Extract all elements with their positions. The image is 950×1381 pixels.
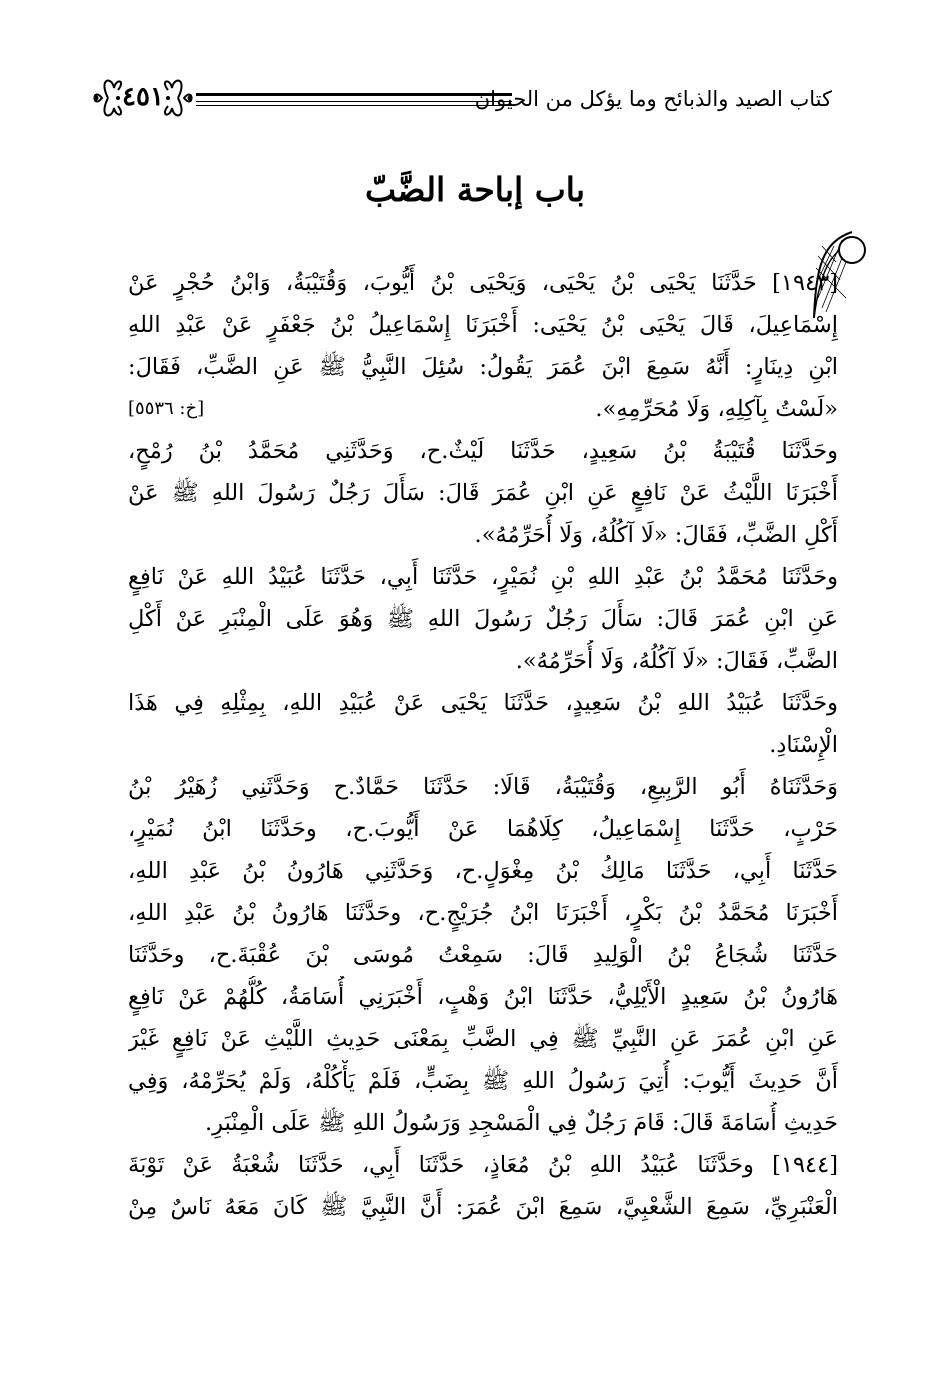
text-line: أَخْبَرَنَا اللَّيْثُ عَنْ نَافِعٍ عَنِ ابْنِ عُمَرَ قَالَ: سَأَلَ رَجُلٌ رَسُولَ اللهِ ﷺ عَنْ: [128, 480, 838, 506]
chapter-title: باب إباحة الضَّبّ: [364, 170, 586, 209]
text-line: وحَدَّثَنَا عُبَيْدُ اللهِ بْنُ سَعِيدٍ، حَدَّثَنَا يَحْيَى عَنْ عُبَيْدِ اللهِ، بِمِثْلِهِ فِي هَذَا: [128, 690, 838, 716]
text-line: عَنِ ابْنِ عُمَرَ عَنِ النَّبِيِّ ﷺ فِي الضَّبِّ بِمَعْنَى حَدِيثِ اللَّيْثِ عَنْ نَافِعٍ غَيْرَ: [128, 1026, 838, 1052]
text-line: «لَسْتُ بِآكِلِهِ، وَلَا مُحَرِّمِهِ».: [595, 396, 838, 422]
text-line: إِسْمَاعِيلَ، قَالَ يَحْيَى بْنُ يَحْيَى: أَخْبَرَنَا إِسْمَاعِيلُ بْنُ جَعْفَرٍ عَنْ عَبْدِ اللهِ: [128, 312, 838, 338]
text-line: حَدَّثَنَا شُجَاعُ بْنُ الْوَلِيدِ قَالَ: سَمِعْتُ مُوسَى بْنَ عُقْبَةَ.ح، وحَدَّثَنَا: [128, 942, 838, 968]
text-line: أَنَّ حَدِيثَ أَيُّوبَ: أُتِيَ رَسُولُ اللهِ ﷺ بِضَبٍّ، فَلَمْ يَأْكُلْهُ، وَلَمْ يُحَرِّمْهُ، وَفِي: [128, 1068, 838, 1094]
text-line: وَحَدَّثَنَاهُ أَبُو الرَّبِيعِ، وَقُتَيْبَةُ، قَالَا: حَدَّثَنَا حَمَّادٌ.ح وَحَدَّثَنِي زُهَيْرُ بْنُ: [128, 774, 838, 800]
bukhari-reference: [خ: ٥٥٣٦]: [128, 398, 205, 419]
text-line: أَكْلِ الضَّبِّ، فَقَالَ: «لَا آكُلُهُ، وَلَا أُحَرِّمُهُ».: [474, 522, 838, 548]
text-line: الْإِسْنَادِ.: [769, 732, 838, 758]
text-line: الضَّبِّ، فَقَالَ: «لَا آكُلُهُ، وَلَا أُحَرِّمُهُ».: [515, 648, 838, 674]
text-line: عَنِ ابْنِ عُمَرَ قَالَ: سَأَلَ رَجُلٌ رَسُولَ اللهِ ﷺ وَهُوَ عَلَى الْمِنْبَرِ عَنْ أَكْلِ: [128, 606, 838, 632]
header-rule-thin: [196, 101, 512, 102]
text-line: [١٩٤٤] وحَدَّثَنَا عُبَيْدُ اللهِ بْنُ مُعَاذٍ، حَدَّثَنَا أَبِي، حَدَّثَنَا شُعْبَةُ عَنْ تَوْبَةَ: [128, 1152, 838, 1178]
header-rule-thick: [196, 93, 512, 96]
page-number: ٤٥١: [122, 82, 164, 112]
text-line: ابْنِ دِينَارٍ: أَنَّهُ سَمِعَ ابْنَ عُمَرَ يَقُولُ: سُئِلَ النَّبِيُّ ﷺ عَنِ الضَّبِّ، فَقَالَ:: [128, 354, 838, 380]
text-line: هَارُونُ بْنُ سَعِيدٍ الْأَيْلِيُّ، حَدَّثَنَا ابْنُ وَهْبٍ، أَخْبَرَنِي أُسَامَةُ، كُلُّهُمْ عَنْ نَافِعٍ: [128, 984, 838, 1010]
text-line: الْعَنْبَرِيِّ، سَمِعَ الشَّعْبِيَّ، سَمِعَ ابْنَ عُمَرَ: أَنَّ النَّبِيَّ ﷺ كَانَ مَعَهُ نَاسٌ مِنْ: [128, 1194, 838, 1220]
text-line: حَدِيثِ أُسَامَةَ قَالَ: قَامَ رَجُلٌ فِي الْمَسْجِدِ وَرَسُولُ اللهِ ﷺ عَلَى الْمِنْبَرِ.: [205, 1110, 838, 1136]
text-line: وحَدَّثَنَا مُحَمَّدُ بْنُ عَبْدِ اللهِ بْنِ نُمَيْرٍ، حَدَّثَنَا أَبِي، حَدَّثَنَا عُبَيْدُ اللهِ عَنْ نَافِعٍ: [128, 564, 838, 590]
text-line: حَدَّثَنَا أَبِي، حَدَّثَنَا مَالِكُ بْنُ مِغْوَلٍ.ح، وَحَدَّثَنِي هَارُونُ بْنُ عَبْدِ اللهِ،: [128, 858, 838, 884]
text-line-with-reference: [128, 388, 838, 430]
header-rule-thin-2: [196, 105, 512, 106]
text-line: حَرْبٍ، حَدَّثَنَا إِسْمَاعِيلُ، كِلَاهُمَا عَنْ أَيُّوبَ.ح، وحَدَّثَنَا ابْنُ نُمَيْرٍ،: [128, 816, 838, 842]
text-line: وحَدَّثَنَا قُتَيْبَةُ بْنُ سَعِيدٍ، حَدَّثَنَا لَيْثٌ.ح، وَحَدَّثَنِي مُحَمَّدُ بْنُ رُمْحٍ،: [128, 438, 838, 464]
text-line: أَخْبَرَنَا مُحَمَّدُ بْنُ بَكْرٍ، أَخْبَرَنَا ابْنُ جُرَيْجٍ.ح، وحَدَّثَنَا هَارُونُ بْنُ عَبْدِ اللهِ،: [128, 900, 838, 926]
running-title: كتاب الصيد والذبائح وما يؤكل من الحيوان: [474, 87, 832, 111]
text-line: [١٩٤٣] حَدَّثَنَا يَحْيَى بْنُ يَحْيَى، وَيَحْيَى بْنُ أَيُّوبَ، وَقُتَيْبَةُ، وَابْنُ حُجْرٍ عَنْ: [128, 270, 838, 296]
hadith-text-block: [128, 262, 838, 1228]
